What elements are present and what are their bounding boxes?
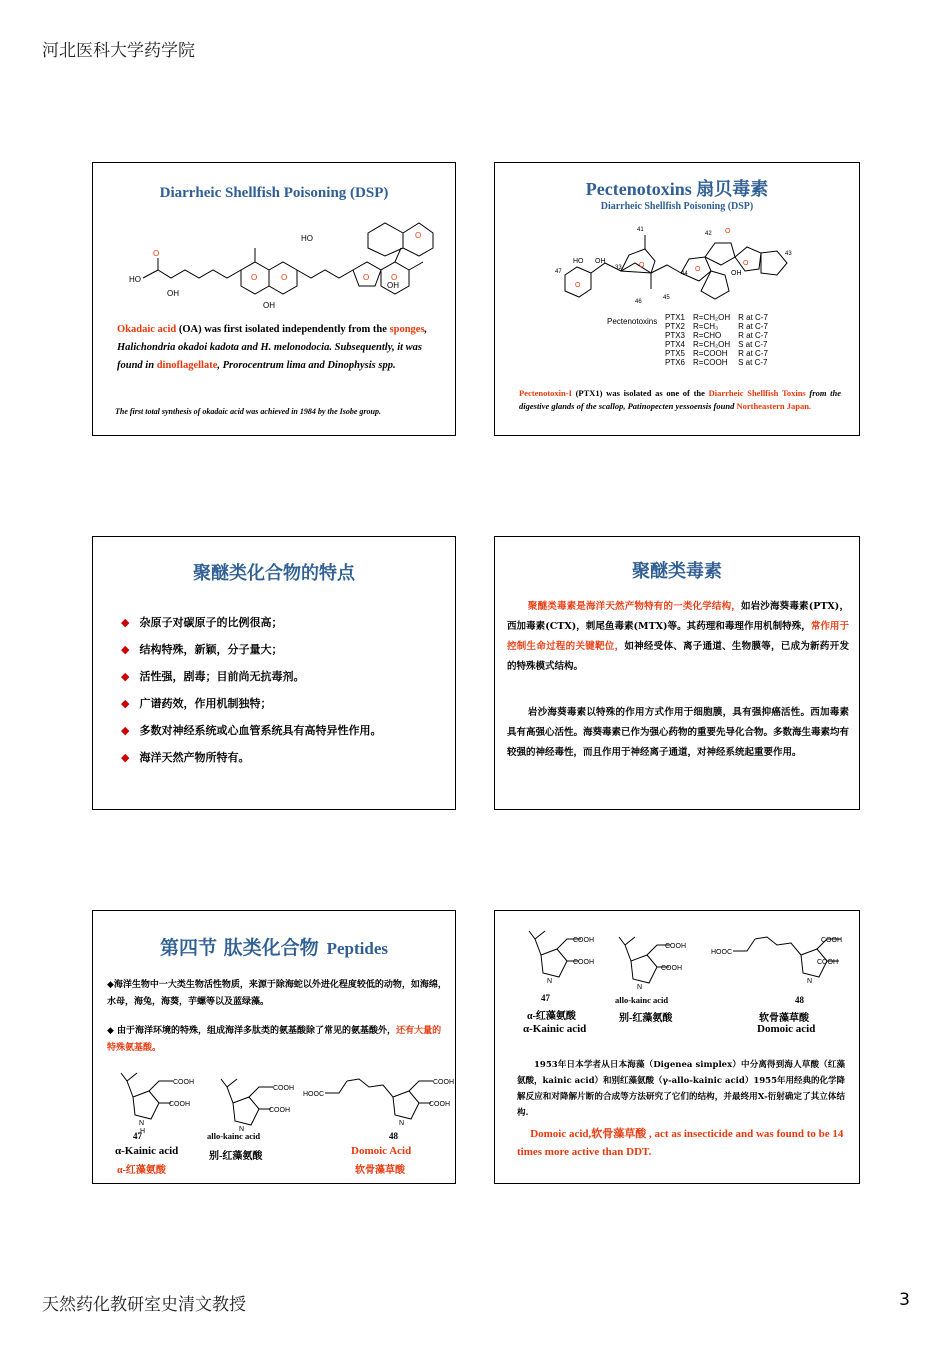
nh-label-3: N	[399, 1120, 405, 1127]
slide-okadaic-acid	[92, 162, 456, 436]
slide3-bullet: ◆ 活性强，剧毒；目前尚无抗毒剂。	[121, 670, 305, 683]
ptx-table-cell: S at C-7	[738, 358, 768, 367]
ptx-table-cell: R=CH₃	[693, 322, 719, 331]
cooh-label-6: COOH	[429, 1101, 450, 1108]
ptx-table-cell: R at C-7	[738, 313, 768, 322]
o-label: O	[153, 249, 160, 258]
slide3-bullet: ◆ 海洋天然产物所特有。	[121, 751, 250, 764]
ptx-o-label-3: O	[695, 266, 701, 273]
slide4-paragraph-2: 岩沙海葵毒素以特殊的作用方式作用于细胞膜，具有强抑癌活性。西加毒素具有高强心活性。海葵毒素已作为强心药物的重要先导化合物。多数海生毒素均有较强的神经毒性，而且作用于神经离子通道，对神经系统起重要作用。	[507, 707, 850, 758]
s6-cooh-label: COOH	[573, 937, 594, 944]
footer-author: 天然药化教研室史清文教授	[42, 1295, 246, 1315]
h-label: H	[140, 1128, 146, 1135]
slide-pectenotoxins	[494, 162, 860, 436]
ptx-table-row	[665, 322, 776, 331]
svg-text:44: 44	[681, 271, 688, 277]
ptx-table-cell: PTX2	[665, 322, 686, 331]
s6-nh-label: N	[547, 978, 553, 985]
o-label-2: O	[251, 273, 258, 282]
pectenotoxin-structure	[555, 215, 805, 307]
svg-text:41: 41	[637, 227, 644, 233]
slide3-title: 聚醚类化合物的特点	[193, 563, 355, 584]
oh-label-2: OH	[263, 301, 275, 310]
ptx-o-label-4: O	[743, 260, 749, 267]
slide1-title: Diarrheic Shellfish Poisoning (DSP)	[159, 185, 389, 201]
svg-text:46: 46	[635, 299, 642, 305]
ptx-table	[665, 313, 776, 367]
s6-hooc-label: HOOC	[711, 949, 732, 956]
cooh-label-3: COOH	[273, 1085, 294, 1092]
ptx-table-cell: PTX4	[665, 340, 686, 349]
ptx-ho-label: HO	[573, 258, 584, 265]
slide5-title: 第四节 肽类化合物 Peptides	[159, 937, 388, 959]
oh-label: OH	[167, 289, 179, 298]
slide-kainic-acids	[494, 910, 860, 1184]
s5-compound-cn-3: 软骨藻草酸	[355, 1165, 405, 1176]
slide2-title: Pectenotoxins 扇贝毒素	[585, 179, 769, 199]
svg-text:43: 43	[785, 251, 792, 257]
s6-cooh-label-2: COOH	[573, 959, 594, 966]
ptx-table-cell: PTX1	[665, 313, 686, 322]
nh-label-2: N	[239, 1126, 245, 1133]
slide4-title: 聚醚类毒素	[632, 561, 722, 582]
ptx-table-row	[665, 349, 776, 358]
slide2-paragraph: Pectenotoxin-I (PTX1) was isolated as one of the Diarrheic Shellfish Toxins from the digestive glands of the scallop, Patinopecten yessoensis found Northeastern Japan.	[519, 388, 841, 411]
s5-compound-cn-2: 别-红藻氨酸	[209, 1151, 263, 1162]
oh-label-3: OH	[387, 281, 399, 290]
nh-label: N	[139, 1120, 145, 1127]
slide5-amino-acid-structures	[103, 1067, 454, 1137]
ptx-table-row	[665, 331, 776, 340]
svg-text:45: 45	[663, 295, 670, 301]
ptx-table-cell: R=CHO	[693, 331, 722, 340]
ptx-table-cell: PTX5	[665, 349, 686, 358]
ptx-table-cell: PTX6	[665, 358, 686, 367]
o-label-3: O	[281, 273, 288, 282]
slide3-bullet: ◆ 杂原子对碳原子的比例很高；	[121, 616, 283, 629]
slide3-bullet: ◆ 多数对神经系统或心血管系统具有高特异性作用。	[121, 724, 382, 737]
slide1-note: The first total synthesis of okadaic acid was achieved in 1984 by the Isobe group.	[115, 407, 381, 416]
ptx-o-label-5: O	[725, 228, 731, 235]
ptx-table-cell: PTX3	[665, 331, 686, 340]
ptx-o-label-2: O	[639, 262, 645, 269]
s5-compound-name-3: Domoic Acid	[351, 1145, 412, 1157]
o-label-6: O	[415, 231, 422, 240]
s6-cooh-label-6: COOH	[817, 959, 838, 966]
slide1-paragraph: Okadaic acid (OA) was first isolated independently from the sponges, Halichondria okadoi kadota and H. melonodocia. Subsequently, it was found in dinoflagellate, Prorocentrum lima and Dinophysis spp.	[117, 324, 428, 371]
slide6-paragraph-1: 1953年日本学者从日本海藻（Digenea simplex）中分离得到海人草酸（红藻氨酸，kainic acid）和别红藻氨酸（γ-allo-kainic acid）1955年用经典的化学降解反应和对降解片断的合成等方法研究了它们的结构，并最终用X-衍射确定了其立体结构.	[517, 1060, 846, 1118]
s5-compound-num-3: 48	[389, 1131, 398, 1141]
svg-text:33: 33	[615, 265, 622, 271]
o-label-5: O	[391, 273, 398, 282]
ptx-table-row	[665, 358, 776, 367]
ptx-table-row	[665, 313, 776, 322]
slide2-subtitle: Diarrheic Shellfish Poisoning (DSP)	[600, 201, 754, 212]
slide3-bullet: ◆ 广谱药效，作用机制独特；	[121, 697, 272, 710]
slide3-bullet-list	[121, 609, 451, 771]
s6-cooh-label-4: COOH	[661, 965, 682, 972]
s6-nh-label-2: N	[637, 984, 643, 991]
page-number: 3	[899, 1290, 910, 1310]
slide6-paragraph-2: Domoic acid,软骨藻草酸 , act as insecticide and was found to be 14 times more active than DDT.	[517, 1128, 844, 1158]
ptx-table-cell: R at C-7	[738, 322, 768, 331]
ptx-table-row	[665, 340, 776, 349]
slide-peptides	[92, 910, 456, 1184]
ptx-table-label: Pectenotoxins	[607, 317, 658, 326]
s6-compound-cn: α-红藻氨酸	[527, 1011, 576, 1022]
ptx-table-cell: R=CH₂OH	[693, 340, 731, 349]
header-institution: 河北医科大学药学院	[42, 41, 195, 61]
s6-cooh-label-3: COOH	[665, 943, 686, 950]
ho-label: HO	[129, 275, 141, 284]
s6-compound-num: 47	[541, 993, 550, 1003]
s5-compound-num: 47	[133, 1131, 142, 1141]
hooc-label: HOOC	[303, 1091, 324, 1098]
o-label-4: O	[363, 273, 370, 282]
ptx-table-cell: R at C-7	[738, 331, 768, 340]
ptx-table-cell: R=COOH	[693, 349, 728, 358]
cooh-label-4: COOH	[269, 1107, 290, 1114]
ho-label-2: HO	[301, 234, 313, 243]
slide5-bullet-2: ◆ 由于海洋环境的特殊，组成海洋多肽类的氨基酸除了常见的氨基酸外，还有大量的特殊氨基酸。	[107, 1026, 442, 1053]
slide3-bullet: ◆ 结构特殊，新颖，分子量大；	[121, 643, 283, 656]
svg-text:42: 42	[705, 231, 712, 237]
s6-compound-name: α-Kainic acid	[523, 1023, 587, 1035]
slide5-bullet-1: ◆海洋生物中一大类生物活性物质，来源于除海蛇以外进化程度较低的动物，如海绵，水母，海兔，海葵，芋螺等以及蓝绿藻。	[107, 980, 447, 1007]
s6-compound-num-3: 48	[795, 995, 804, 1005]
ptx-table-cell: R=COOH	[693, 358, 728, 367]
cooh-label: COOH	[173, 1079, 194, 1086]
cooh-label-5: COOH	[433, 1079, 454, 1086]
slide6-amino-acid-structures	[511, 925, 851, 997]
svg-text:47: 47	[555, 269, 562, 275]
s5-compound-name: α-Kainic acid	[115, 1145, 179, 1157]
ptx-oh-label: OH	[595, 258, 606, 265]
okadaic-acid-structure	[123, 208, 433, 318]
ptx-table-cell: S at C-7	[738, 340, 768, 349]
cooh-label-2: COOH	[169, 1101, 190, 1108]
s6-nh-label-3: N	[807, 978, 813, 985]
ptx-table-cell: R=CH₂OH	[693, 313, 731, 322]
s5-compound-name-2: allo-kainc acid	[207, 1131, 261, 1141]
s6-compound-name-3: Domoic acid	[757, 1023, 816, 1035]
s6-compound-name-2: allo-kainc acid	[615, 995, 669, 1005]
s6-compound-cn-3: 软骨藻草酸	[759, 1013, 809, 1024]
ptx-oh-label-2: OH	[731, 270, 742, 277]
slide-polyether-features	[92, 536, 456, 810]
s6-compound-cn-2: 别-红藻氨酸	[619, 1013, 673, 1024]
s6-cooh-label-5: COOH	[821, 937, 842, 944]
ptx-o-label: O	[575, 282, 581, 289]
ptx-table-cell: R at C-7	[738, 349, 768, 358]
s5-compound-cn: α-红藻氨酸	[117, 1165, 166, 1176]
slide4-paragraph-1: 聚醚类毒素是海洋天然产物特有的一类化学结构，如岩沙海葵毒素(PTX)，西加毒素(CTX)，刺尾鱼毒素(MTX)等。其药理和毒理作用机制特殊，常作用于控制生命过程的关键靶位，如神经受体、离子通道、生物膜等，已成为新药开发的特殊模式结构。	[507, 601, 849, 672]
slide-polyether-toxins	[494, 536, 860, 810]
